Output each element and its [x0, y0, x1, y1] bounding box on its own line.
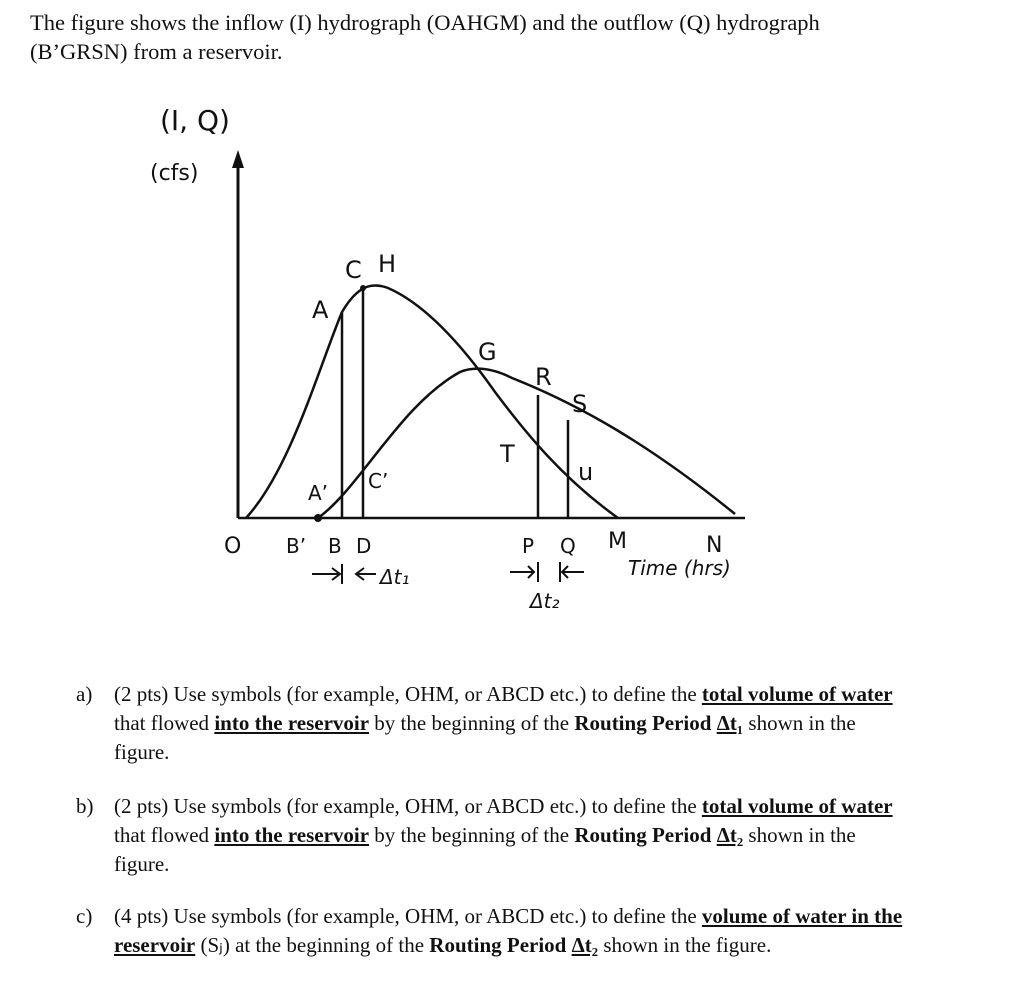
- label-O: O: [224, 534, 242, 559]
- label-dt1: Δt₁: [380, 565, 410, 589]
- question-c-label: c): [76, 904, 93, 928]
- label-B-prime: B’: [286, 534, 307, 558]
- question-c-bold: Routing Period: [429, 933, 567, 957]
- label-A: A: [312, 296, 329, 324]
- question-c: [76, 902, 906, 960]
- label-y-axis: (I, Q): [160, 104, 230, 137]
- question-c-intro: (4 pts) Use symbols (for example, OHM, or ABCD etc.) to define the: [114, 904, 697, 928]
- label-H: H: [378, 250, 397, 278]
- question-b-label: b): [76, 794, 94, 818]
- question-b-bold: Routing Period: [574, 823, 712, 847]
- label-B: B: [328, 534, 342, 558]
- question-b-end: shown in the figure.: [114, 823, 856, 876]
- question-c-underline-1: volume of water in the reservoir: [114, 904, 903, 957]
- question-a-end: shown in the figure.: [114, 711, 856, 764]
- question-a-mid: that flowed: [114, 711, 210, 735]
- question-a-intro: (2 pts) Use symbols (for example, OHM, or ABCD etc.) to define the: [114, 682, 697, 706]
- label-S: S: [572, 390, 588, 418]
- inflow-hydrograph-curve: [246, 285, 618, 518]
- label-D: D: [356, 534, 372, 558]
- question-c-symbol: Δt₂: [571, 933, 599, 957]
- question-a-label: a): [76, 682, 93, 706]
- outflow-hydrograph-curve: [318, 369, 735, 518]
- label-T: T: [500, 440, 515, 468]
- label-N: N: [706, 533, 723, 558]
- label-x-axis: Time (hrs): [628, 556, 731, 580]
- label-y-unit: (cfs): [150, 161, 199, 186]
- point-C-dot: [360, 285, 366, 291]
- label-M: M: [608, 529, 627, 554]
- point-B-prime: [314, 514, 322, 522]
- question-a-mid2: by the beginning of the: [374, 711, 570, 735]
- question-a-underline-1: total volume of water: [701, 682, 893, 706]
- label-A-prime: A’: [308, 481, 329, 505]
- label-R: R: [535, 363, 552, 391]
- question-b-intro: (2 pts) Use symbols (for example, OHM, or ABCD etc.) to define the: [114, 794, 697, 818]
- question-a: [76, 680, 906, 767]
- intro-line-1: The figure shows the inflow (I) hydrograph (OAHGM) and the outflow (Q) hydrograph: [30, 10, 820, 35]
- question-c-end: shown in the figure.: [603, 933, 772, 957]
- label-C-prime: C’: [368, 469, 389, 493]
- question-b-mid2: by the beginning of the: [374, 823, 570, 847]
- question-b-underline-1: total volume of water: [701, 794, 893, 818]
- question-a-symbol: Δt₁: [716, 711, 744, 735]
- label-C: C: [345, 256, 362, 284]
- y-axis-arrow: [232, 150, 244, 168]
- label-G: G: [478, 338, 497, 366]
- label-P: P: [522, 534, 535, 558]
- question-b-symbol: Δt₂: [716, 823, 744, 847]
- question-b-underline-2: into the reservoir: [214, 823, 370, 847]
- intro-line-2: (B’GRSN) from a reservoir.: [30, 39, 283, 64]
- question-a-bold: Routing Period: [574, 711, 712, 735]
- question-c-mid: (Sⱼ) at the beginning of the: [200, 933, 425, 957]
- label-Q: Q: [560, 534, 576, 558]
- question-b: [76, 792, 906, 879]
- label-U: u: [578, 458, 594, 486]
- label-dt2: Δt₂: [530, 589, 560, 613]
- question-a-underline-2: into the reservoir: [214, 711, 370, 735]
- question-b-mid: that flowed: [114, 823, 210, 847]
